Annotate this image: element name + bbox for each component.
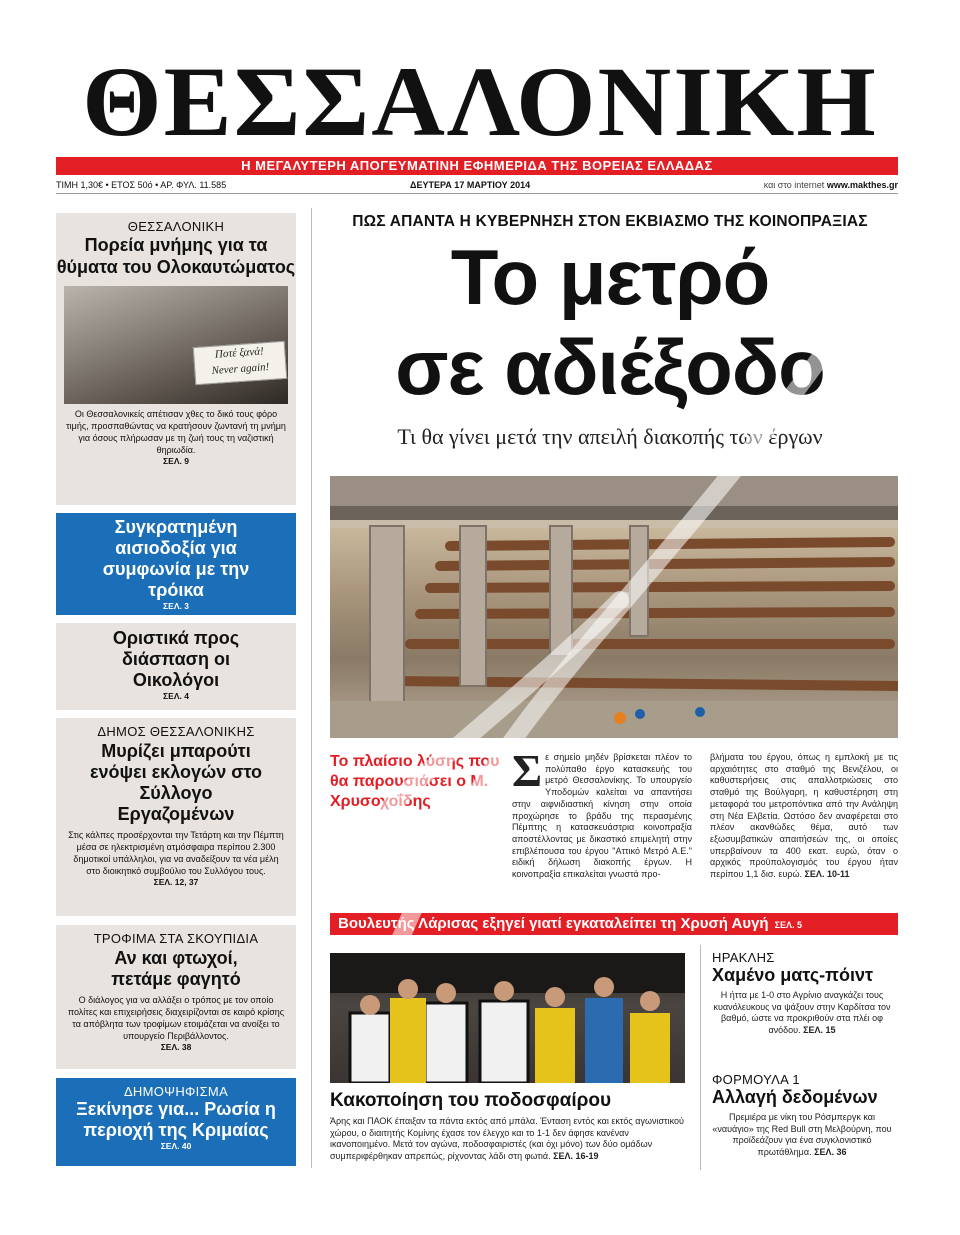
story-title: Αν και φτωχοί, πετάμε φαγητό	[111, 948, 241, 989]
left-story-food[interactable]	[56, 925, 296, 1069]
story-text: Στις κάλπες προσέρχονται την Τετάρτη και την Πέμπτη μέσα σε ηλεκτρισμένη ατμόσφαιρα περίπου 2.300 δημοτικοί υπάλληλοι, για να αναδείξουν τα νέα μέλη στο διοικητικό συμβούλιο του Συλλόγου τους.	[68, 830, 284, 876]
lead-title-line-1: Το μετρό	[450, 233, 770, 321]
story-body: Πρεμιέρα με νίκη του Ρόσμπεργκ και «ναυάγιο» της Red Bull στη Μελβούρνη, που προϊδεάζουν για ένα συγκλονιστικό πρωτάθλημα.	[712, 1112, 892, 1157]
march-photo	[64, 286, 288, 404]
masthead-title: ΘΕΣΣΑΛΟΝΙΚΗ	[82, 46, 878, 157]
soccer-text	[330, 1116, 685, 1162]
red-headline: Βουλευτής Λάρισας εξηγεί γιατί εγκαταλείπει τη Χρυσή Αυγή	[338, 915, 769, 932]
story-kicker: ΗΡΑΚΛΗΣ	[712, 950, 775, 965]
soccer-body: Άρης και ΠΑΟΚ έπαιξαν τα πάντα εκτός από μπάλα. Ένταση εντός και εκτός αγωνιστικού χώρου, ο διαιτητής Κομίνης έχασε τον έλεγχο και το 1-1 δεν άφησε κανέναν ικανοποιημένο. Μετά τον αγώνα, ποδοσφαιριστές (και όχι μόνο) των δύο ομάδων συμπεριφέρθηκαν απρεπώς, ρίχνοντας λάδι στη φωτιά.	[330, 1116, 684, 1161]
metro-construction-photo	[330, 476, 898, 738]
metro-photo-drawing	[330, 476, 898, 738]
story-title: Οριστικά προς διάσπαση οι Οικολόγοι	[112, 628, 240, 690]
website	[764, 179, 898, 191]
story-title: Πορεία μνήμης για τα θύματα του Ολοκαυτώματος	[56, 235, 296, 277]
drop-cap: Σ	[512, 745, 543, 796]
story-kicker: ΘΕΣΣΑΛΟΝΙΚΗ	[127, 219, 225, 234]
banner-text-1: Ποτέ ξανά!	[214, 345, 265, 361]
left-story-holocaust[interactable]	[56, 213, 296, 505]
divider	[56, 193, 898, 194]
story-text	[712, 1112, 892, 1158]
soccer-photo-drawing	[330, 953, 685, 1083]
story-text	[712, 990, 892, 1036]
story-kicker: ΔΗΜΟΣ ΘΕΣΣΑΛΟΝΙΚΗΣ	[97, 724, 255, 739]
lead-text-column-1	[512, 745, 692, 881]
website-url[interactable]: www.makthes.gr	[826, 180, 898, 190]
page-ref: ΣΕΛ. 40	[160, 1141, 192, 1151]
website-prefix: και στο internet	[763, 180, 825, 190]
page-ref: ΣΕΛ. 16-19	[553, 1150, 599, 1161]
page-ref: ΣΕΛ. 5	[774, 920, 803, 930]
column-divider	[700, 945, 701, 1170]
left-story-union[interactable]	[56, 718, 296, 916]
page-ref: ΣΕΛ. 15	[803, 1024, 836, 1035]
story-text: Οι Θεσσαλονικείς απέτισαν χθες το δικό τους φόρο τιμής, προσπαθώντας να κρατήσουν ζωντανή τη μνήμη για όσους πλήρωσαν με τη ζωή τους τη ναζιστική θηριωδία.	[66, 409, 286, 455]
page-ref: ΣΕΛ. 9	[163, 456, 189, 466]
story-title: Αλλαγή δεδομένων	[712, 1087, 878, 1107]
left-story-ecologists[interactable]	[56, 623, 296, 710]
story-kicker: ΦΟΡΜΟΥΛΑ 1	[712, 1072, 800, 1087]
page-ref: ΣΕΛ. 4	[163, 691, 189, 701]
story-title: Ξεκίνησε για... Ρωσία η περιοχή της Κριμαίας	[76, 1099, 276, 1140]
lead-text-2: βλήματα του έργου, όπως η εμπλοκή με τις αρχαιότητες στο σταθμό της Βενιζέλου, οι καθυστερήσεις στις απαλλοτριώσεις στο σταθμό της Βούλγαρη, η καθυστέρηση στη μεταφορά του μετροπόντικα από την Ανάληψη στη Νέα Ελβετία. Ωστόσο δεν αναφέρεται στο πλέον ακανθώδες θέμα, αυτό των εξωσυμβατικών απαιτήσεών της, οι οποίες υπερβαίνουν τα 400 εκατ. ευρώ, όταν ο αρχικός προϋπολογισμός του έργου ήταν περίπου 1,1 δισ. ευρώ.	[710, 752, 898, 880]
page-ref: ΣΕΛ. 38	[160, 1042, 192, 1052]
issue-date: ΔΕΥΤΕΡΑ 17 ΜΑΡΤΙΟΥ 2014	[410, 180, 531, 190]
lead-title[interactable]	[318, 233, 902, 411]
lead-deck: Το πλαίσιο λύσης που θα παρουσιάσει ο Μ. Χρυσοχοΐδης	[330, 753, 500, 810]
story-kicker: ΤΡΟΦΙΜΑ ΣΤΑ ΣΚΟΥΠΙΔΙΑ	[93, 931, 259, 946]
soccer-photo	[330, 953, 685, 1083]
lead-text-column-2	[710, 752, 898, 881]
side-story-f1[interactable]	[712, 1072, 898, 1158]
protest-banner	[193, 341, 287, 385]
page-ref: ΣΕΛ. 12, 37	[153, 877, 199, 887]
story-text: Ο διάλογος για να αλλάξει ο τρόπος με τον οποίο πολίτες και επιχειρήσεις διαχειρίζονται σε καιρό κρίσης τα απόβλητα των τροφίμων ετοιμάζεται να ανοίξει το υπουργείο Περιβάλλοντος.	[67, 995, 285, 1041]
lead-text-1: ε σημείο μηδέν βρίσκεται πλέον το πολύπαθο έργο κατασκευής του μετρό Θεσσαλονίκης. Το υπουργείο Υποδομών καλείται να απαντήσει στην αιφνιδιαστική κίνηση στην οποία προχώρησε το βράδυ της περασμένης Πέμπτης η κατασκευάστρια κοινοπραξία αποστέλλοντας με δικαστικό επιμελητή στην επιβλέπουσα του έργου "Αττικό Μετρό Α.Ε." ειδική δήλωση διακοπής έργων. Η κοινοπραξία επικαλείται γνωστά προ-	[512, 752, 692, 880]
tagline: Η ΜΕΓΑΛΥΤΕΡΗ ΑΠΟΓΕΥΜΑΤΙΝΗ ΕΦΗΜΕΡΙΔΑ ΤΗΣ ΒΟΡΕΙΑΣ ΕΛΛΑΔΑΣ	[56, 157, 898, 175]
price-issue: ΤΙΜΗ 1,30€ • ΕΤΟΣ 50ό • ΑΡ. ΦΥΛ. 11.585	[56, 180, 227, 190]
left-story-crimea[interactable]	[56, 1078, 296, 1166]
story-title: Συγκρατημένη αισιοδοξία για συμφωνία με την τρόικα	[102, 517, 250, 600]
lead-title-line-2: σε αδιέξοδο	[395, 323, 825, 411]
page-ref: ΣΕΛ. 10-11	[804, 869, 850, 880]
story-body: Η ήττα με 1-0 στο Αγρίνιο αναγκάζει τους κυανόλευκους να ψάξουν στην Καρδίτσα τον βαθμό, ώστε να προκριθούν στα πλέι οφ ανόδου.	[713, 990, 891, 1035]
soccer-title[interactable]: Κακοποίηση του ποδοσφαίρου	[330, 1090, 612, 1111]
story-title: Μυρίζει μπαρούτι ενόψει εκλογών στο Σύλλογο Εργαζομένων	[89, 741, 263, 824]
page-ref: ΣΕΛ. 3	[163, 601, 189, 611]
side-story-iraklis[interactable]	[712, 950, 898, 1036]
lead-kicker: ΠΩΣ ΑΠΑΝΤΑ Η ΚΥΒΕΡΝΗΣΗ ΣΤΟΝ ΕΚΒΙΑΣΜΟ ΤΗΣ ΚΟΙΝΟΠΡΑΞΙΑΣ	[352, 213, 868, 230]
red-headline-bar[interactable]	[330, 913, 898, 935]
lead-subtitle: Τι θα γίνει μετά την απειλή διακοπής των έργων	[397, 424, 823, 449]
story-title: Χαμένο ματς-πόιντ	[712, 965, 873, 985]
story-kicker: ΔΗΜΟΨΗΦΙΣΜΑ	[123, 1084, 229, 1099]
banner-text-2: Never again!	[211, 360, 270, 377]
left-story-troika[interactable]	[56, 513, 296, 615]
page-ref: ΣΕΛ. 36	[814, 1146, 847, 1157]
column-divider	[311, 208, 312, 1168]
